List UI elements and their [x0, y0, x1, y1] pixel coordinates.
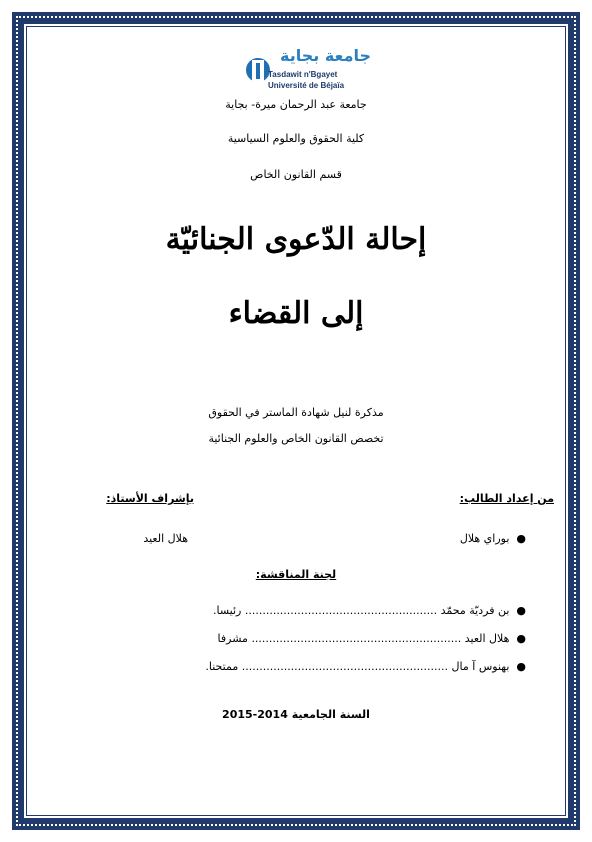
bullet-icon: ●: [509, 660, 526, 673]
dot-leader: ...........................................................: [241, 660, 449, 673]
logo-text-line2: Université de Béjaïa: [268, 81, 345, 90]
dot-leader: .......................................................: [244, 604, 438, 617]
university-name: جامعة عبد الرحمان ميرة- بجاية: [225, 98, 367, 111]
bullet-icon: ●: [509, 532, 526, 545]
subtitle-line1: مذكرة لنيل شهادة الماستر في الحقوق: [208, 406, 384, 419]
bullet-icon: ●: [509, 632, 526, 645]
student-name: ● بوراي هلال: [459, 532, 526, 545]
subtitle-line2: تخصص القانون الخاص والعلوم الجنائية: [208, 432, 384, 445]
supervisor-name: هلال العيد: [143, 532, 188, 545]
jury-member: ● هلال العيد ............................................................ مشرفا: [217, 632, 526, 645]
thesis-title-line2: إلى القضاء: [228, 296, 364, 331]
thesis-title-line1: إحالة الدّعوى الجنائيّة: [165, 222, 427, 257]
dot-leader: ............................................................: [251, 632, 462, 645]
jury-label: لجنة المناقشة:: [255, 568, 337, 581]
faculty-name: كلية الحقوق والعلوم السياسية: [227, 132, 365, 145]
bullet-icon: ●: [509, 604, 526, 617]
department-name: قسم القانون الخاص: [250, 168, 342, 181]
jury-member: ● بهنوس آ مال ........................................................... ممتحنا.: [205, 660, 526, 673]
logo-arabic-text: جامعة بجاية: [280, 46, 372, 65]
logo-text-line1: Tasdawit n'Bgayet: [268, 70, 338, 79]
prepared-by-label: من إعداد الطالب:: [459, 492, 554, 505]
academic-year: السنة الجامعية 2014-2015: [222, 708, 370, 721]
supervised-by-label: بإشراف الأستاذ:: [106, 492, 194, 505]
jury-member: ● بن فرديّة محمّد ....................................................... رئيسا.: [212, 604, 526, 617]
